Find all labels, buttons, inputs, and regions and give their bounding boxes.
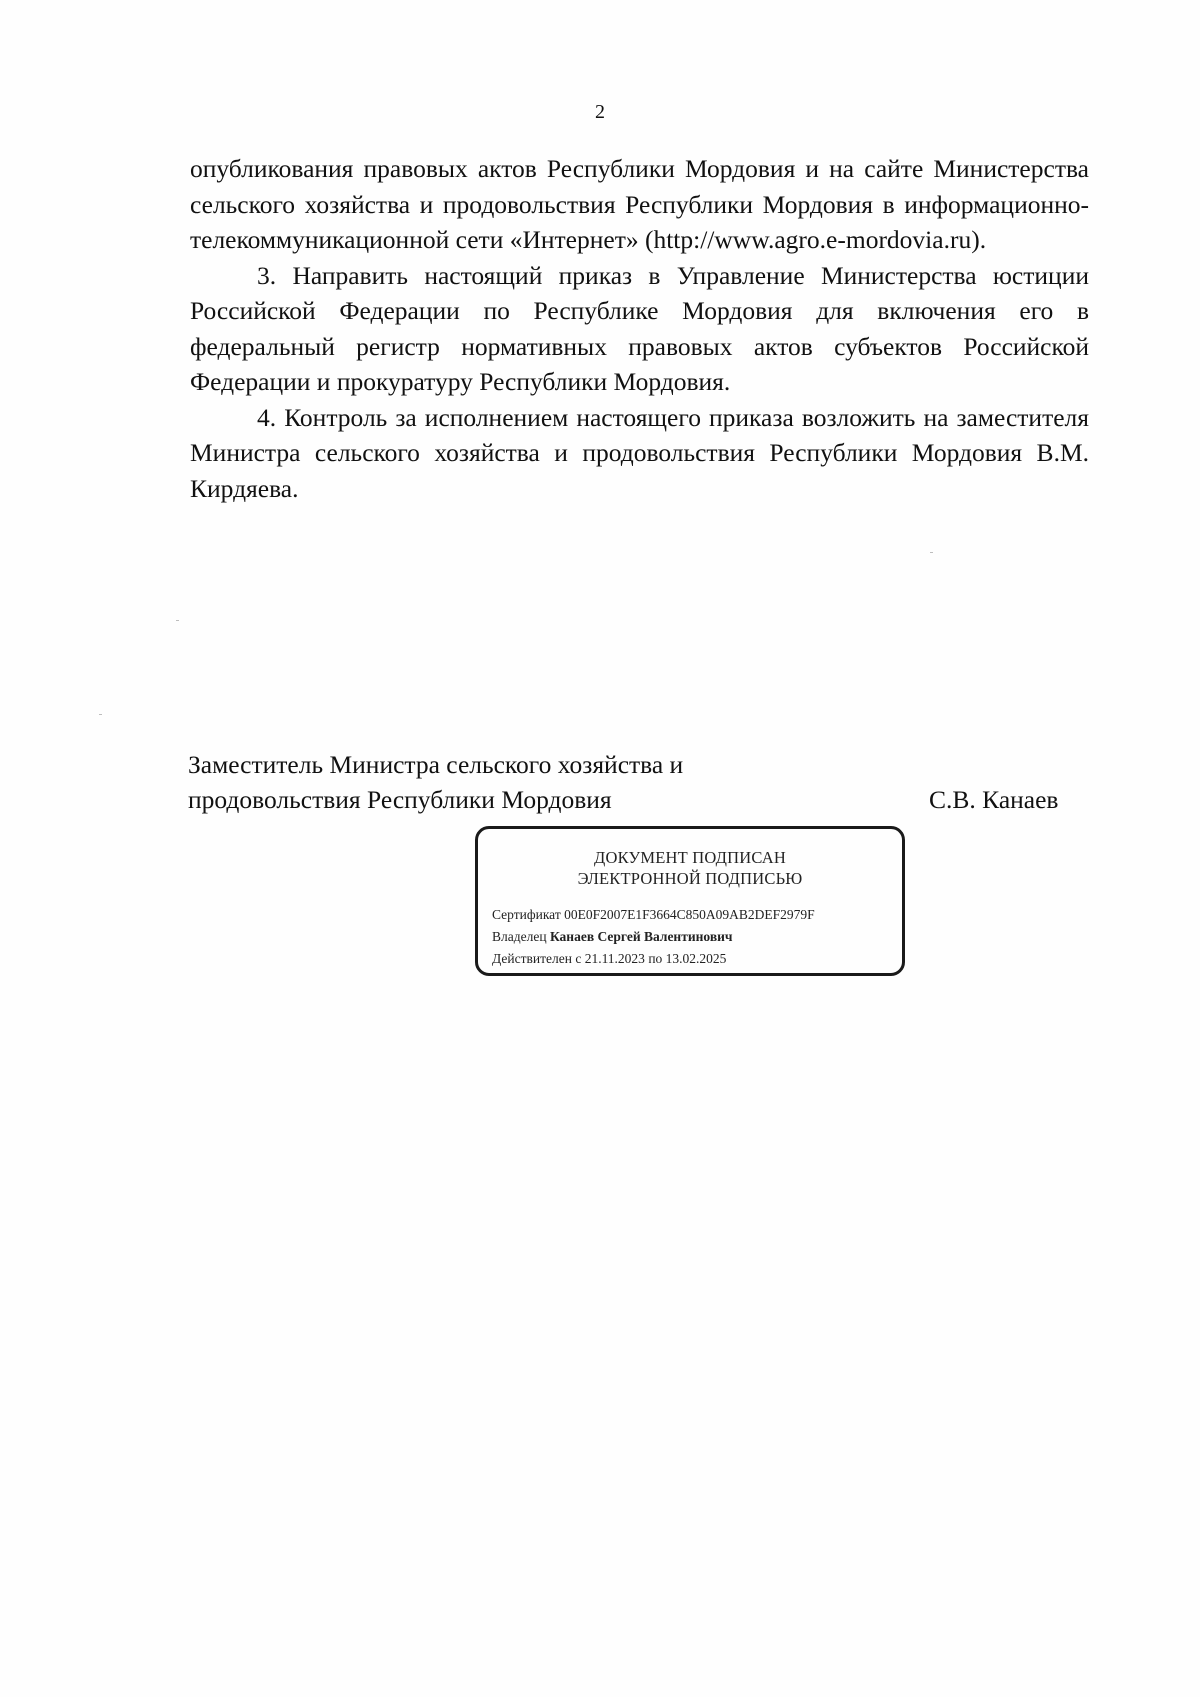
signatory-position: [188, 747, 683, 817]
scan-speck: [99, 714, 102, 715]
stamp-title-line2: ЭЛЕКТРОННОЙ ПОДПИСЬЮ: [577, 869, 803, 888]
scan-speck: [930, 552, 933, 553]
stamp-title: [478, 847, 902, 889]
paragraph-continuation: опубликования правовых актов Республики Мордовия и на сайте Министерства сельского хозяйства и продовольствия Республики Мордовия в информационно-телекоммуникационной сети «Интернет» (http://www.agro.e-mordovia.ru).: [190, 154, 1089, 254]
certificate-label: Сертификат: [492, 907, 561, 922]
valid-from-label: с: [575, 951, 582, 966]
valid-label: Действителен: [492, 951, 572, 966]
stamp-validity-line: [492, 948, 815, 970]
paragraph-item-4: 4. Контроль за исполнением настоящего приказа возложить на заместителя Министра сельского хозяйства и продовольствия Республики Мордовия В.М. Кирдяева.: [190, 402, 1089, 503]
electronic-signature-stamp: [475, 826, 905, 976]
stamp-title-line1: ДОКУМЕНТ ПОДПИСАН: [594, 848, 786, 867]
signatory-position-line2: продовольствия Республики Мордовия: [188, 785, 612, 814]
valid-to-label: по: [648, 951, 663, 966]
stamp-certificate-line: [492, 904, 815, 926]
stamp-owner-line: [492, 926, 815, 948]
page-number: 2: [595, 101, 605, 123]
owner-label: Владелец: [492, 929, 547, 944]
certificate-value: 00E0F2007E1F3664C850A09AB2DEF2979F: [564, 907, 815, 922]
signatory-position-line1: Заместитель Министра сельского хозяйства и: [188, 750, 684, 779]
paragraph-item-3: 3. Направить настоящий приказ в Управление Министерства юстиции Российской Федерации по Республике Мордовия для включения его в федеральный регистр нормативных правовых актов субъектов Российской Федерации и прокуратуру Республики Мордовия.: [190, 260, 1089, 396]
owner-value: Канаев Сергей Валентинович: [549, 929, 733, 944]
document-body: [190, 151, 1089, 506]
valid-to-date: 13.02.2025: [665, 951, 727, 966]
signer-name: С.В. Канаев: [929, 785, 1059, 814]
scan-speck: [176, 620, 179, 621]
valid-from-date: 21.11.2023: [584, 951, 645, 966]
stamp-details: [492, 904, 815, 970]
